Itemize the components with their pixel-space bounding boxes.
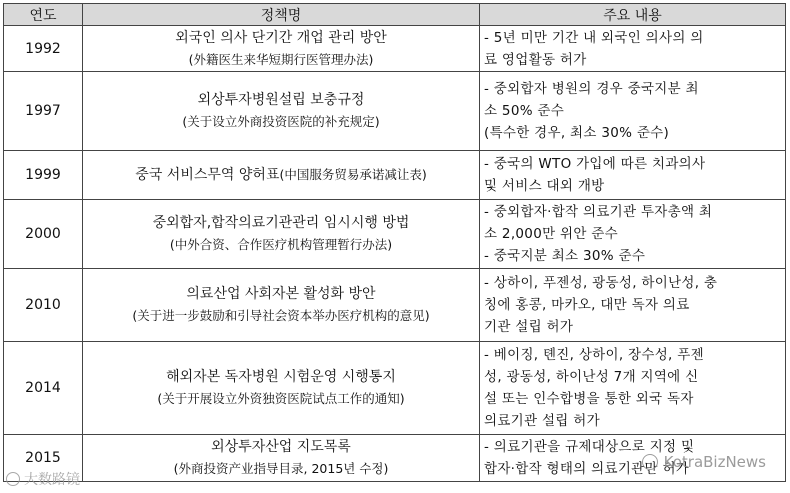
- policy-name-chinese: (外籍医生来华短期行医管理办法): [188, 51, 374, 67]
- policy-cell: [83, 72, 480, 151]
- policy-cell: [83, 151, 480, 200]
- content-line: - 5년 미만 기간 내 외국인 의사의 의: [484, 29, 704, 46]
- content-line: (특수한 경우, 최소 30% 준수): [484, 125, 670, 141]
- year-cell: 2000: [4, 200, 83, 269]
- policy-name-korean: 중외합자,합작의료기관관리 임시시행 방법: [152, 215, 410, 231]
- content-line: - 중외합자·합작 의료기관 투자총액 최: [484, 204, 713, 220]
- policy-cell: [83, 342, 480, 435]
- content-line: 칭에 홍콩, 마카오, 대만 독자 의료: [484, 297, 690, 313]
- policy-cell: [83, 200, 480, 269]
- content-line: 설 또는 인수합병을 통한 외국 독자: [484, 391, 694, 407]
- table-row: [4, 72, 786, 151]
- content-cell: [480, 269, 786, 342]
- circle-logo-icon: [642, 454, 658, 470]
- watermark-left: [6, 469, 80, 489]
- policy-name-chinese: (中外合资、合作医疗机构管理暂行办法): [169, 237, 393, 252]
- policy-cell: [83, 26, 480, 72]
- year-cell: 1999: [4, 151, 83, 200]
- content-line: 합자·합작 형태의 의료기관만 허가: [484, 461, 690, 477]
- watermark-right: [642, 453, 766, 471]
- policy-name-chinese: (关于设立外商投资医院的补充规定): [182, 114, 380, 129]
- table-row: [4, 342, 786, 435]
- policy-name-korean: 외국인 의사 단기간 개업 관리 방안: [175, 29, 387, 46]
- policy-name-korean: 외상투자병원설립 보충규정: [197, 92, 365, 108]
- year-cell: 1992: [4, 26, 83, 72]
- content-line: 및 서비스 대외 개방: [484, 178, 605, 194]
- content-line: 성, 광동성, 하이난성 7개 지역에 신: [484, 369, 699, 385]
- header-content: 주요 내용: [480, 4, 786, 26]
- content-line: - 상하이, 푸젠성, 광동성, 하이난성, 충: [484, 275, 718, 291]
- watermark-right-text: KotraBizNews: [663, 453, 766, 471]
- table-row: [4, 269, 786, 342]
- policy-name-chinese: (关于开展设立外资独资医院试点工作的通知): [157, 391, 405, 406]
- policy-name-chinese: (外商投资产业指导目录, 2015년 수정): [173, 461, 389, 476]
- content-line: - 의료기관을 규제대상으로 지정 및: [484, 439, 695, 455]
- content-line: - 베이징, 톈진, 상하이, 장수성, 푸젠: [484, 347, 704, 363]
- policy-name-korean: 의료산업 사회자본 활성화 방안: [186, 286, 376, 302]
- content-line: - 중국의 WTO 가입에 따른 치과의사: [484, 156, 706, 172]
- watermark-left-text: 大数路镜: [24, 472, 80, 488]
- content-line: - 중국지분 최소 30% 준수: [484, 248, 646, 264]
- content-line: - 중외합자 병원의 경우 중국지분 최: [484, 81, 699, 97]
- header-policy: 정책명: [83, 4, 480, 26]
- content-line: 료 영업활동 허가: [484, 51, 587, 68]
- table-row: [4, 26, 786, 72]
- policy-name-korean-text: 중국 서비스무역 양허표: [135, 167, 280, 183]
- content-line: 소 50% 준수: [484, 103, 565, 119]
- content-line: 의료기관 설립 허가: [484, 413, 600, 429]
- policy-cell: [83, 269, 480, 342]
- policy-table: [3, 3, 786, 482]
- content-cell: [480, 72, 786, 151]
- content-line: 소 2,000만 위안 준수: [484, 226, 618, 242]
- policy-name-korean: [87, 164, 475, 186]
- year-cell: 2014: [4, 342, 83, 435]
- policy-cell: [83, 435, 480, 482]
- policy-name-korean: 외상투자산업 지도목록: [211, 439, 351, 455]
- content-line: 기관 설립 허가: [484, 319, 574, 335]
- year-cell: 2010: [4, 269, 83, 342]
- content-cell: [480, 26, 786, 72]
- policy-name-korean: 해외자본 독자병원 시험운영 시행통지: [166, 369, 396, 385]
- table-header-row: [4, 4, 786, 26]
- table-row: [4, 151, 786, 200]
- circle-logo-icon: [6, 472, 20, 486]
- header-year: 연도: [4, 4, 83, 26]
- policy-name-chinese-inline: (中国服务贸易承诺减让表): [279, 167, 427, 182]
- year-cell: 2015: [4, 435, 83, 482]
- year-cell: 1997: [4, 72, 83, 151]
- table-row: [4, 200, 786, 269]
- content-cell: [480, 151, 786, 200]
- policy-name-chinese: (关于进一步鼓励和引导社会资本举办医疗机构的意见): [132, 308, 430, 323]
- content-cell: [480, 200, 786, 269]
- content-cell: [480, 342, 786, 435]
